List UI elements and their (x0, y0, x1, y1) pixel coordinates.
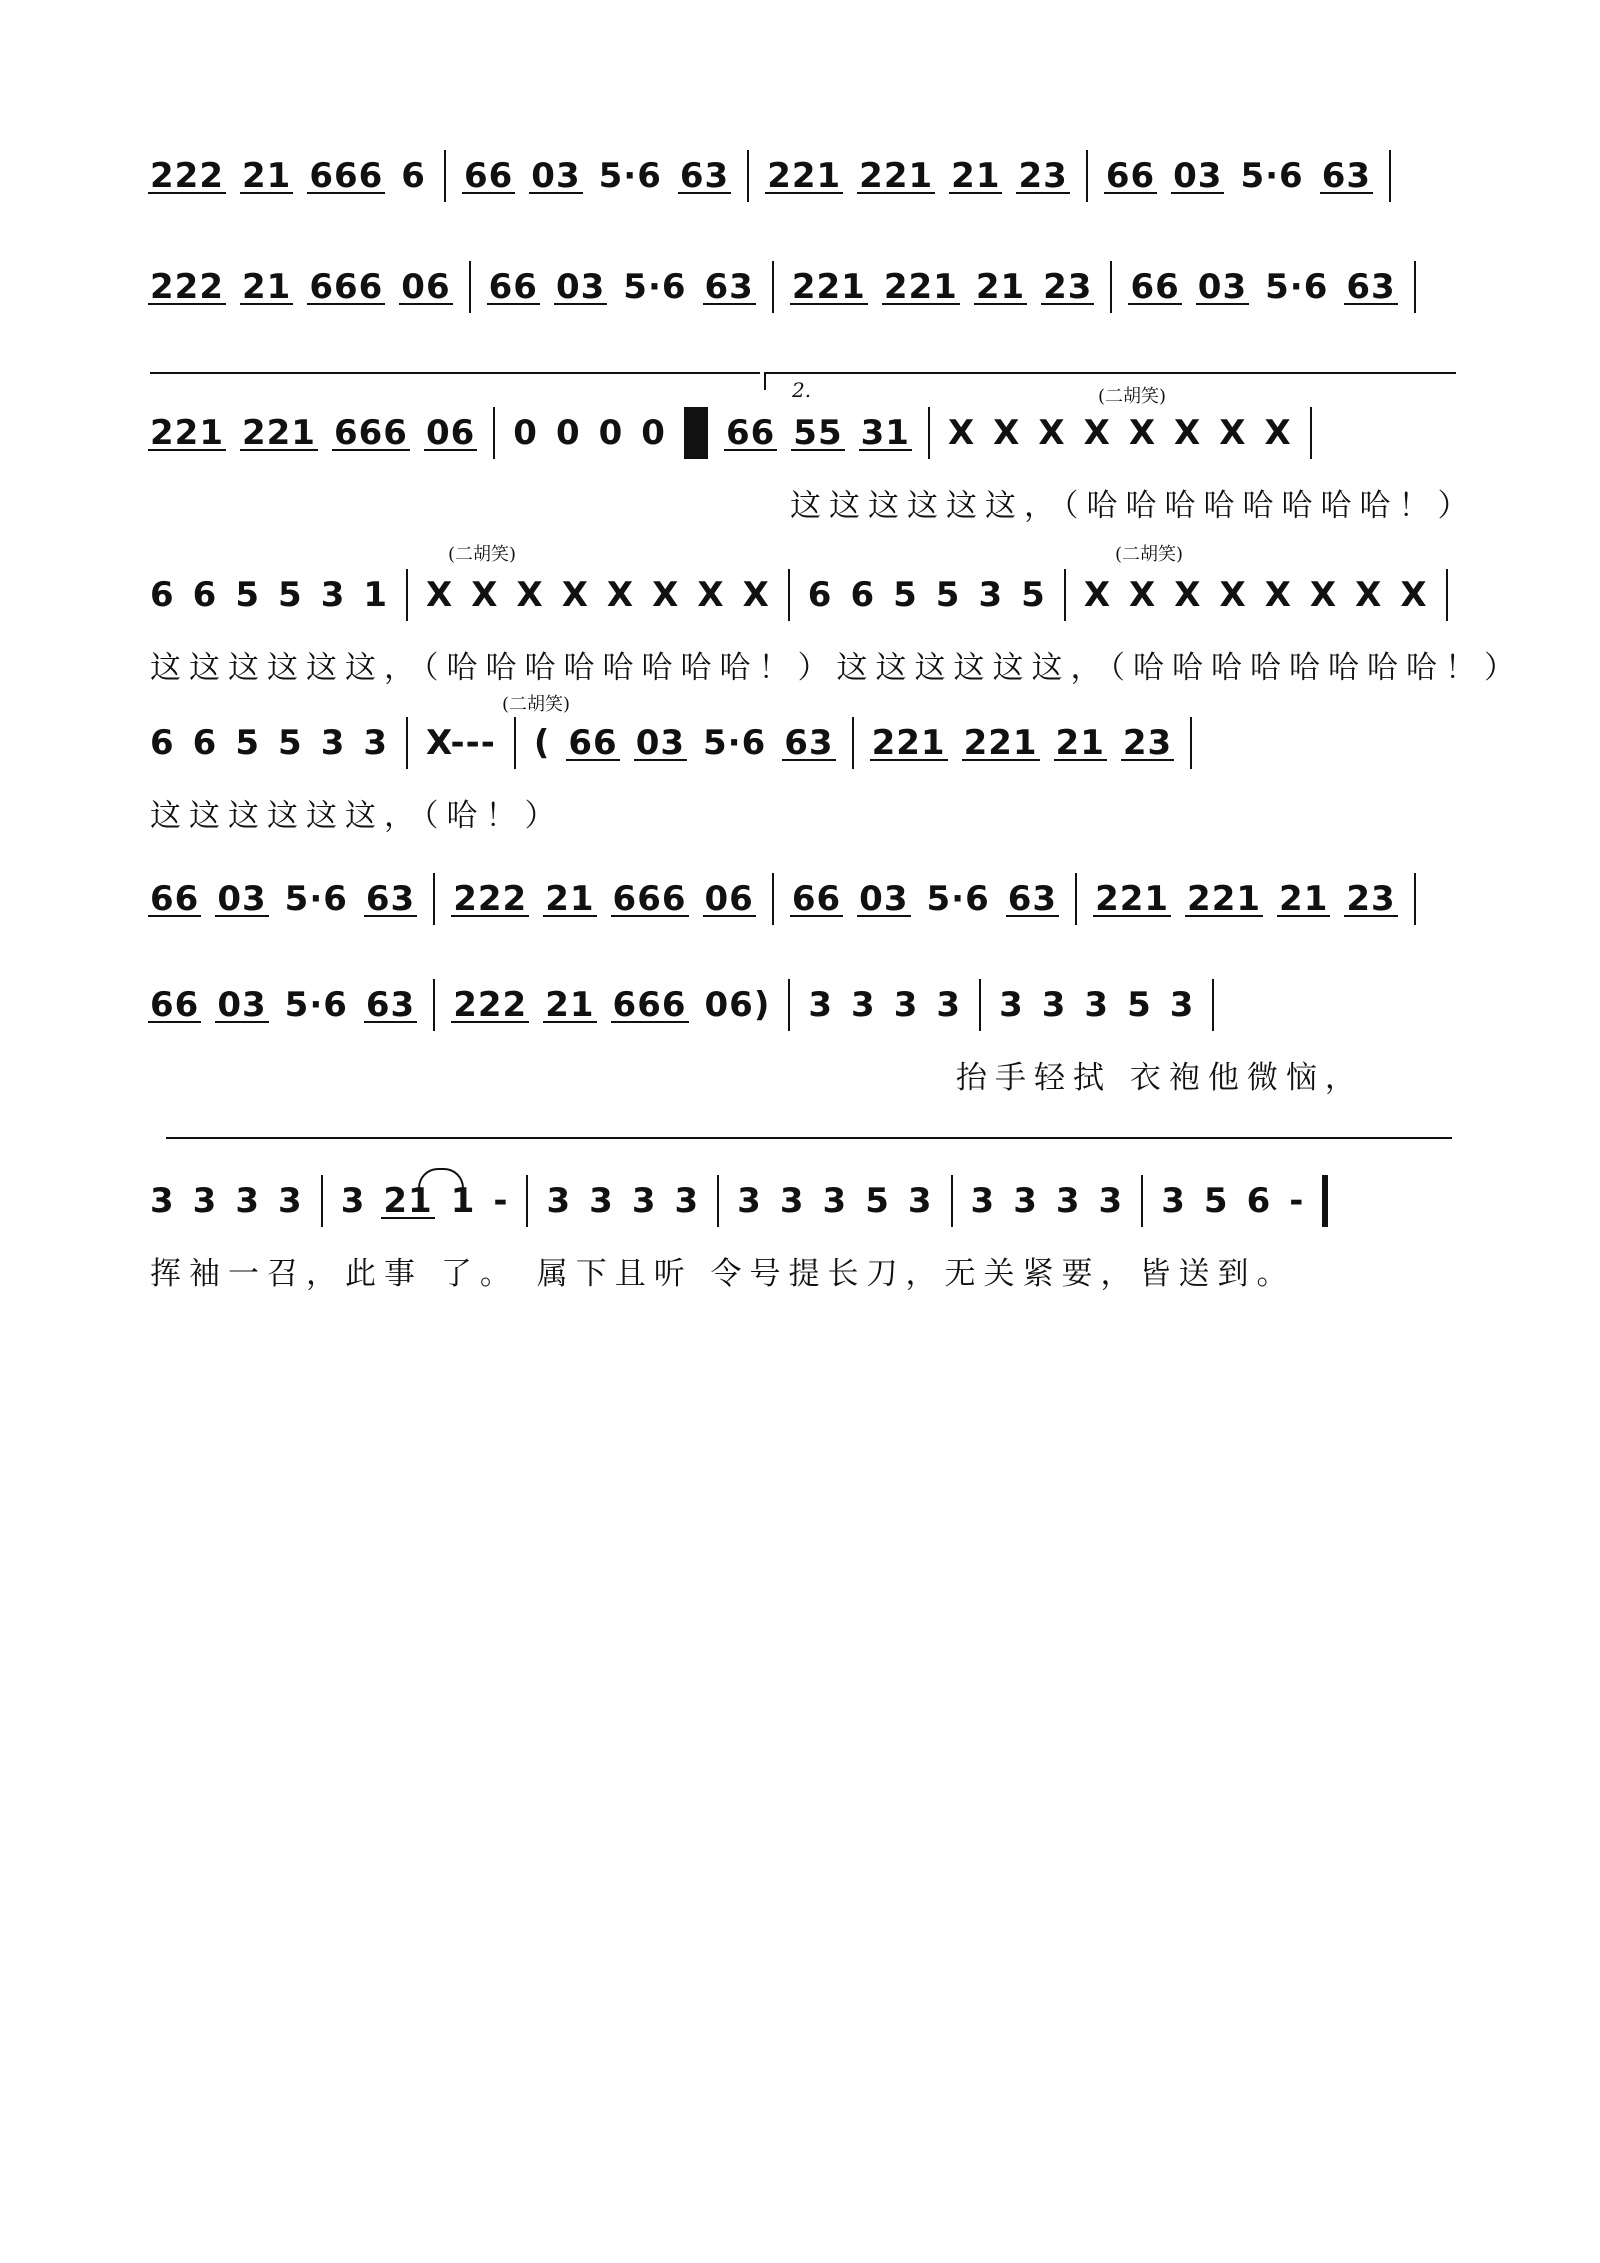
note: 03 (555, 267, 606, 307)
barline (1075, 873, 1077, 925)
note: 221 (963, 723, 1038, 763)
note: 5 (235, 575, 261, 615)
note: 666 (333, 413, 408, 453)
note: 5 (935, 575, 961, 615)
note: 3 (278, 1181, 303, 1221)
barline (1086, 150, 1088, 202)
note: 3 (851, 985, 876, 1025)
note: 666 (612, 985, 687, 1025)
note: 3 (999, 985, 1024, 1025)
note: X (1174, 575, 1202, 615)
note: 1 (450, 1181, 476, 1221)
barline (772, 873, 774, 925)
note: 03 (217, 879, 267, 919)
note: 5·6 (598, 156, 662, 196)
note: 0 (598, 413, 624, 453)
note: 21 (241, 156, 292, 196)
note: 03 (635, 723, 686, 763)
barline (951, 1175, 953, 1227)
note: 31 (860, 413, 910, 453)
barline (788, 569, 790, 621)
note: X (426, 575, 454, 615)
note: 666 (612, 879, 687, 919)
note: 666 (309, 156, 384, 196)
note: 221 (1187, 879, 1262, 919)
note: 5 (893, 575, 918, 615)
barline (772, 261, 774, 313)
note: 221 (871, 723, 946, 763)
note: 5 (278, 575, 303, 615)
barline (406, 717, 408, 769)
note: X (516, 575, 544, 615)
note: 21 (545, 985, 595, 1025)
note: X (1038, 413, 1066, 453)
notes-2 (150, 256, 1450, 318)
barline (1064, 569, 1066, 621)
note: 3 (1161, 1181, 1186, 1221)
note: 55 (793, 413, 843, 453)
annotation-4: (二胡笑) (502, 694, 571, 715)
note: X (1219, 575, 1247, 615)
annotation-1: (二胡笑) (1098, 386, 1167, 407)
lyrics-4: 这这这这这这，（哈哈哈哈哈哈哈哈！）这这这这这这，（哈哈哈哈哈哈哈哈！） (150, 650, 1523, 686)
barline (1212, 979, 1214, 1031)
note: X (471, 575, 499, 615)
note: - (1289, 1181, 1305, 1221)
note: 3 (546, 1181, 572, 1221)
note: X--- (426, 723, 496, 763)
barline (1141, 1175, 1143, 1227)
note: 5 (865, 1181, 890, 1221)
note: 5 (1021, 575, 1046, 615)
barline (1414, 261, 1416, 313)
note: 6 (1246, 1181, 1272, 1221)
notes-6 (150, 868, 1450, 930)
note: 5·6 (926, 879, 990, 919)
note: 5 (235, 723, 261, 763)
note: 3 (631, 1181, 657, 1221)
note: 66 (488, 267, 538, 307)
note: 66 (568, 723, 618, 763)
note: 23 (1043, 267, 1093, 307)
note: 03 (217, 985, 267, 1025)
note: X (697, 575, 725, 615)
note: 63 (1346, 267, 1396, 307)
note: 5·6 (284, 879, 348, 919)
note: 3 (970, 1181, 996, 1221)
barline (514, 717, 516, 769)
barline (444, 150, 446, 202)
note: X (1309, 575, 1338, 615)
note: 3 (1169, 985, 1195, 1025)
notes-1 (150, 145, 1450, 207)
barline (1446, 569, 1448, 621)
note: X (1174, 413, 1202, 453)
notes-3 (150, 402, 1450, 464)
note: 63 (1007, 879, 1058, 919)
notes-4 (150, 564, 1450, 626)
note: 3 (893, 985, 919, 1025)
note: 23 (1122, 723, 1173, 763)
annotation-2: (二胡笑) (448, 544, 517, 565)
note: 63 (365, 879, 416, 919)
barline (1310, 407, 1312, 459)
barline (979, 979, 981, 1031)
note: 5 (1127, 985, 1152, 1025)
barline (1389, 150, 1391, 202)
note: 66 (150, 879, 200, 919)
note: 221 (767, 156, 842, 196)
barline (852, 717, 854, 769)
note: 06 (401, 267, 451, 307)
note: 3 (779, 1181, 805, 1221)
note: 66 (791, 879, 842, 919)
note: 3 (320, 723, 346, 763)
note: 06 (425, 413, 476, 453)
note: 6 (150, 575, 175, 615)
note: 221 (1095, 879, 1170, 919)
note: 06) (704, 985, 771, 1025)
note: 666 (309, 267, 384, 307)
note: 23 (1346, 879, 1396, 919)
note: 21 (383, 1181, 433, 1221)
note: X (1083, 575, 1112, 615)
note: 221 (883, 267, 958, 307)
note: 66 (725, 413, 776, 453)
note: 6 (401, 156, 426, 196)
barline (469, 261, 471, 313)
note: X (1128, 413, 1157, 453)
note: 3 (808, 985, 834, 1025)
note: 3 (320, 575, 346, 615)
note: 3 (822, 1181, 848, 1221)
note: X (947, 413, 976, 453)
note: 03 (1197, 267, 1248, 307)
note: 0 (555, 413, 581, 453)
ending-bracket (166, 1137, 1452, 1139)
note: X (606, 575, 635, 615)
barline (1414, 873, 1416, 925)
barline (1322, 1175, 1328, 1227)
note: 03 (531, 156, 581, 196)
note: 66 (150, 985, 200, 1025)
note: 5 (278, 723, 303, 763)
notes-5 (150, 712, 1450, 774)
note: 3 (363, 723, 389, 763)
note: 3 (1055, 1181, 1081, 1221)
barline (717, 1175, 719, 1227)
note: 3 (1041, 985, 1067, 1025)
note: 6 (150, 723, 175, 763)
note: 222 (150, 156, 224, 196)
note: 3 (907, 1181, 933, 1221)
note: 63 (1321, 156, 1372, 196)
note: 63 (784, 723, 834, 763)
note: 5·6 (703, 723, 767, 763)
note: 3 (978, 575, 1004, 615)
note: 21 (545, 879, 595, 919)
note: X (1219, 413, 1247, 453)
lyrics-3: 这这这这这这，（哈哈哈哈哈哈哈哈！） (790, 488, 1477, 524)
note: 3 (1098, 1181, 1124, 1221)
note: 3 (340, 1181, 366, 1221)
note: 5·6 (1265, 267, 1329, 307)
note: 6 (192, 723, 218, 763)
note: 5·6 (623, 267, 687, 307)
note: 66 (463, 156, 514, 196)
note: 63 (679, 156, 730, 196)
note: 6 (850, 575, 876, 615)
note: 222 (453, 985, 528, 1025)
note: 3 (1084, 985, 1110, 1025)
note: 21 (1279, 879, 1329, 919)
note: 21 (951, 156, 1001, 196)
note: 3 (192, 1181, 218, 1221)
barline (433, 873, 435, 925)
notes-7 (150, 974, 1450, 1036)
annotation-3: (二胡笑) (1115, 544, 1184, 565)
barline (321, 1175, 323, 1227)
note: 5·6 (284, 985, 348, 1025)
note: 3 (737, 1181, 762, 1221)
note: 6 (192, 575, 218, 615)
barline (684, 407, 708, 459)
note: 03 (1173, 156, 1223, 196)
note: 63 (704, 267, 754, 307)
note: 0 (513, 413, 538, 453)
note: 3 (589, 1181, 614, 1221)
note: 21 (241, 267, 292, 307)
note: X (1264, 575, 1292, 615)
note: - (493, 1181, 509, 1221)
note: 1 (363, 575, 389, 615)
note: 5·6 (1240, 156, 1304, 196)
lyrics-7: 抬手轻拭 衣袍他微恼， (956, 1060, 1364, 1096)
barline (747, 150, 749, 202)
note: 3 (936, 985, 962, 1025)
note: X (1400, 575, 1428, 615)
note: 0 (641, 413, 666, 453)
note: X (1264, 413, 1292, 453)
volta-label: 2. (792, 378, 812, 402)
note: 222 (453, 879, 528, 919)
note: 6 (807, 575, 833, 615)
note: 3 (235, 1181, 261, 1221)
note: 221 (791, 267, 866, 307)
note: 23 (1018, 156, 1068, 196)
note: X (993, 413, 1021, 453)
note: 222 (150, 267, 224, 307)
note: 03 (859, 879, 909, 919)
barline (493, 407, 495, 459)
barline (406, 569, 408, 621)
note: 21 (975, 267, 1026, 307)
note: X (1083, 413, 1111, 453)
volta-line (150, 372, 760, 374)
note: X (1355, 575, 1383, 615)
note: 221 (859, 156, 934, 196)
lyrics-8: 挥袖一召，此事 了。 属下且听 令号提长刀，无关紧要，皆送到。 (150, 1256, 1296, 1292)
note: 66 (1105, 156, 1156, 196)
note: 63 (365, 985, 416, 1025)
barline (526, 1175, 528, 1227)
notes-8 (150, 1170, 1450, 1232)
note: 3 (150, 1181, 175, 1221)
barline (433, 979, 435, 1031)
note: 221 (241, 413, 316, 453)
note: X (1129, 575, 1157, 615)
note: 3 (674, 1181, 700, 1221)
barline (788, 979, 790, 1031)
note: 5 (1203, 1181, 1229, 1221)
note: X (561, 575, 589, 615)
note: ( (533, 723, 551, 763)
barline (1110, 261, 1112, 313)
note: 221 (150, 413, 224, 453)
note: 3 (1013, 1181, 1038, 1221)
note: X (742, 575, 770, 615)
note: 21 (1055, 723, 1105, 763)
barline (928, 407, 930, 459)
note: 06 (704, 879, 754, 919)
note: 66 (1130, 267, 1180, 307)
note: X (652, 575, 680, 615)
barline (1190, 717, 1192, 769)
lyrics-5: 这这这这这这，（哈！） (150, 798, 564, 834)
